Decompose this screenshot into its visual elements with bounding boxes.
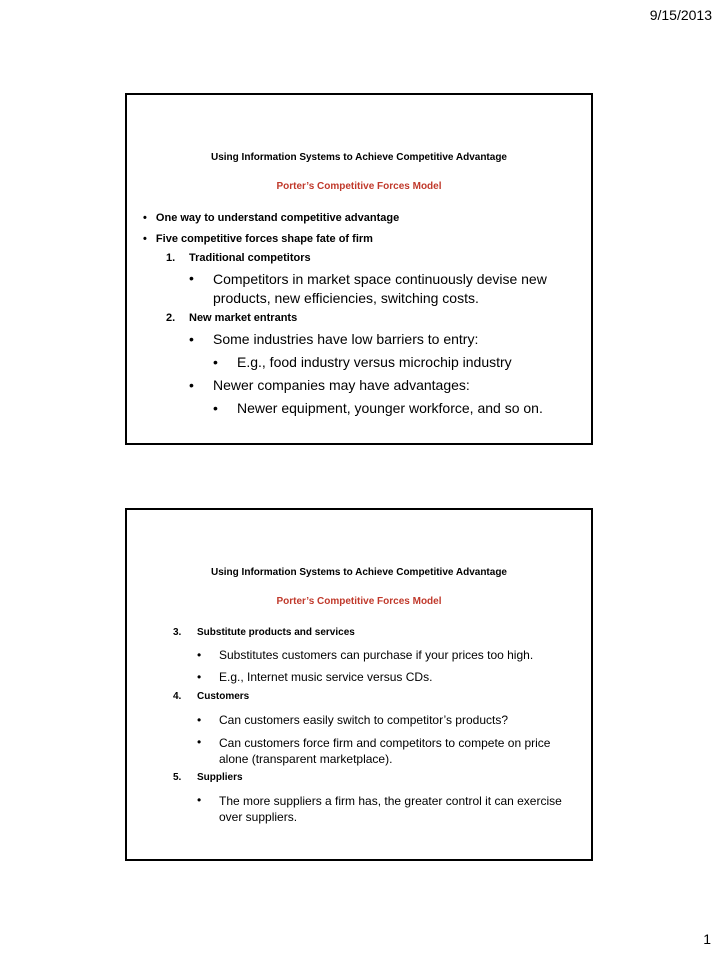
bullet-icon: • [197, 713, 202, 727]
bullet-icon: • [197, 793, 202, 807]
sub-point-text: E.g., food industry versus microchip industry [237, 354, 512, 370]
page-number: 1 [703, 931, 711, 947]
item-label: Customers [197, 691, 250, 702]
item-number: 4. [173, 691, 182, 702]
numbered-item [173, 772, 243, 783]
slide-title: Using Information Systems to Achieve Competitive Advantage [211, 152, 507, 163]
point-text: Competitors in market space continuously devise new products, new efficiencies, switching costs. [213, 271, 547, 306]
bullet-icon: • [143, 212, 147, 224]
bullet-item [143, 233, 373, 245]
slide-subtitle: Porter’s Competitive Forces Model [276, 596, 442, 607]
item-label: Substitute products and services [197, 627, 355, 638]
bullet-icon: • [197, 670, 202, 684]
numbered-item [166, 252, 311, 264]
point-text: Can customers force firm and competitors to compete on price alone (transparent marketplace). [219, 736, 551, 766]
bullet-icon: • [189, 377, 194, 393]
bullet-icon: • [189, 270, 194, 286]
bullet-icon: • [143, 233, 147, 245]
bullet-icon: • [197, 735, 202, 749]
bullet-text: One way to understand competitive advantage [155, 212, 400, 224]
point-text: Newer companies may have advantages: [213, 377, 470, 393]
bullet-icon: • [213, 354, 218, 370]
sub-point-text: Newer equipment, younger workforce, and so on. [237, 400, 543, 416]
bullet-icon: • [189, 331, 194, 347]
page-date: 9/15/2013 [649, 7, 712, 23]
slide-1 [125, 93, 593, 445]
item-label: New market entrants [189, 312, 298, 324]
slide-subtitle: Porter’s Competitive Forces Model [276, 181, 442, 192]
bullet-icon: • [197, 648, 202, 662]
item-label: Suppliers [197, 772, 243, 783]
numbered-item [166, 312, 298, 324]
item-number: 2. [166, 312, 176, 324]
point-text: The more suppliers a firm has, the greater control it can exercise over suppliers. [219, 794, 562, 824]
item-number: 3. [173, 627, 182, 638]
item-label: Traditional competitors [189, 252, 311, 264]
point-text: Some industries have low barriers to entry: [213, 331, 479, 347]
item-number: 1. [166, 252, 176, 264]
bullet-icon: • [213, 400, 218, 416]
numbered-item [173, 691, 250, 702]
slide-2 [125, 508, 593, 861]
slide-title: Using Information Systems to Achieve Competitive Advantage [211, 567, 507, 578]
point-text: Can customers easily switch to competitor’s products? [219, 713, 509, 727]
bullet-item [143, 212, 399, 224]
point-text: Substitutes customers can purchase if your prices too high. [219, 648, 534, 662]
numbered-item [173, 627, 355, 638]
bullet-text: Five competitive forces shape fate of firm [155, 233, 373, 245]
point-text: E.g., Internet music service versus CDs. [219, 670, 433, 684]
item-number: 5. [173, 772, 182, 783]
